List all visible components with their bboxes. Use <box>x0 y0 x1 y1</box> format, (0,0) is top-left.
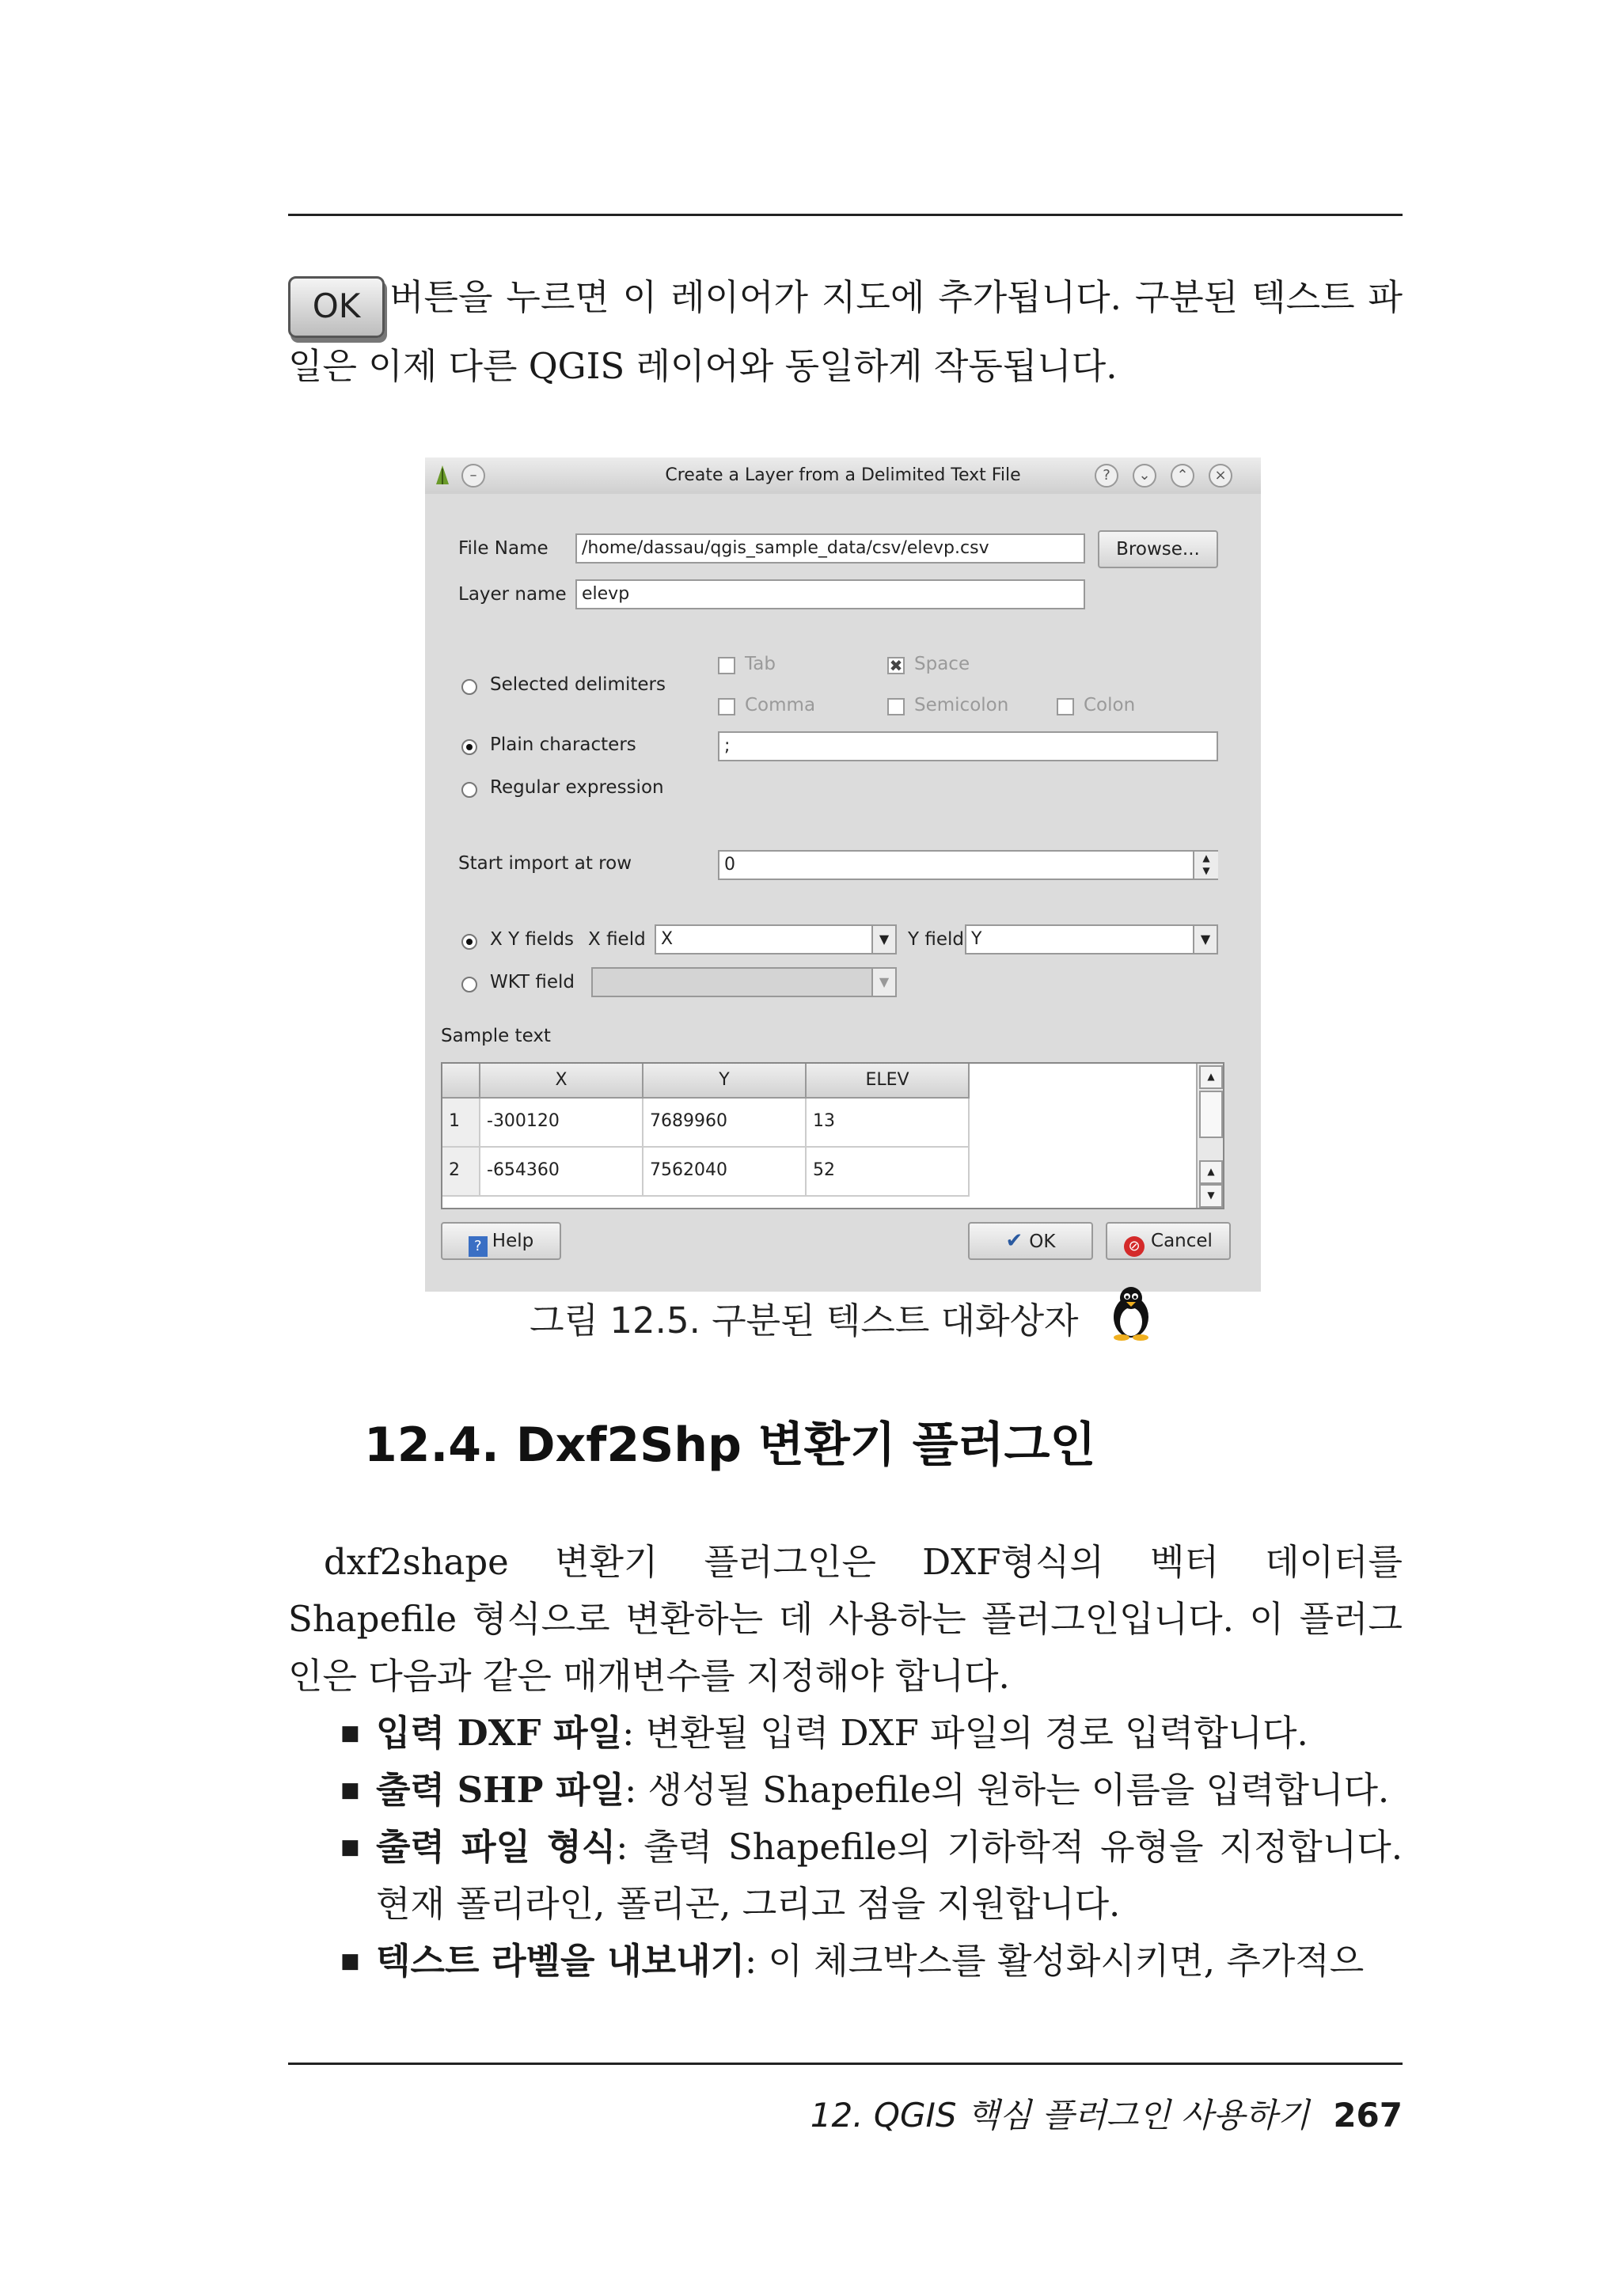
column-header[interactable]: ELEV <box>807 1064 970 1099</box>
row-number: 1 <box>442 1099 480 1148</box>
tab-checkbox[interactable] <box>718 657 735 674</box>
cancel-label: Cancel <box>1151 1231 1213 1251</box>
help-question-icon[interactable]: ? <box>1095 464 1118 488</box>
y-field-select[interactable] <box>965 924 1218 954</box>
start-import-spinbox[interactable]: 0 <box>718 850 1218 880</box>
list-term: 텍스트 라벨을 내보내기 <box>376 1940 746 1982</box>
dialog-titlebar <box>425 457 1261 494</box>
y-field-value: Y <box>971 929 982 949</box>
x-field-select[interactable] <box>655 924 897 954</box>
scroll-up-icon[interactable]: ▲ <box>1199 1065 1223 1089</box>
xy-fields-label: X Y fields <box>490 929 575 950</box>
table-cell: -300120 <box>480 1099 643 1148</box>
column-header[interactable]: X <box>480 1064 643 1099</box>
space-checkbox[interactable]: ✖ <box>887 657 905 674</box>
wkt-field-label: WKT field <box>490 972 575 992</box>
table-cell: 52 <box>807 1148 970 1197</box>
list-item <box>340 1819 1403 1933</box>
chevron-down-icon[interactable]: ▼ <box>871 926 895 953</box>
ok-key-image: OK <box>288 276 385 338</box>
sample-table <box>441 1062 1224 1209</box>
plain-characters-input[interactable]: ; <box>718 731 1218 761</box>
ok-label: OK <box>1029 1231 1056 1252</box>
list-item <box>340 1762 1403 1819</box>
window-menu-icon[interactable]: – <box>461 464 485 488</box>
row-number: 2 <box>442 1148 480 1197</box>
semicolon-label: Semicolon <box>914 695 1009 715</box>
page-footer <box>288 2089 1403 2137</box>
list-term: 입력 DXF 파일 <box>376 1712 623 1754</box>
xy-fields-radio[interactable] <box>461 934 477 950</box>
table-cell: -654360 <box>480 1148 643 1197</box>
figure-caption <box>425 1284 1261 1349</box>
list-desc: : 이 체크박스를 활성화시키면, 추가적으 <box>745 1940 1365 1982</box>
semicolon-checkbox[interactable] <box>887 698 905 715</box>
chevron-down-icon[interactable]: ▼ <box>1193 926 1217 953</box>
colon-checkbox[interactable] <box>1057 698 1074 715</box>
table-scrollbar[interactable] <box>1196 1064 1223 1208</box>
intro-text: 버튼을 누르면 이 레이어가 지도에 추가됩니다. 구분된 텍스트 파일은 이제 다른 QGIS 레이어와 동일하게 작동됩니다. <box>288 276 1403 387</box>
dialog-title: Create a Layer from a Delimited Text File <box>665 465 1021 485</box>
list-desc: : 출력 Shapefile의 기하학적 유형을 지정합니다. 현재 폴리라인, 폴리곤, 그리고 점을 지원합니다. <box>376 1826 1403 1925</box>
maximize-icon[interactable]: ⌃ <box>1171 464 1194 488</box>
ok-button[interactable] <box>968 1222 1093 1260</box>
spinbox-arrows-icon[interactable]: ▲ ▼ <box>1193 852 1218 879</box>
table-cell: 13 <box>807 1099 970 1148</box>
plain-characters-label: Plain characters <box>490 734 636 755</box>
tab-label: Tab <box>745 654 776 674</box>
help-label: Help <box>492 1231 534 1251</box>
sample-text-label: Sample text <box>441 1026 551 1046</box>
body-paragraph: dxf2shape 변환기 플러그인은 DXF형식의 벡터 데이터를 Shapefile 형식으로 변환하는 데 사용하는 플러그인입니다. 이 플러그인은 다음과 같은 매개변수를 지정해야 합니다. <box>288 1541 1403 1697</box>
scroll-down-icon[interactable]: ▼ <box>1199 1184 1223 1208</box>
comma-checkbox[interactable] <box>718 698 735 715</box>
plain-characters-radio[interactable] <box>461 739 477 755</box>
file-name-label: File Name <box>458 538 549 559</box>
list-item <box>340 1933 1403 1990</box>
wkt-field-select[interactable] <box>591 967 897 997</box>
help-book-icon: ? <box>469 1236 488 1257</box>
selected-delimiters-radio[interactable] <box>461 679 477 695</box>
layer-name-label: Layer name <box>458 584 567 605</box>
space-label: Space <box>914 654 970 674</box>
minimize-icon[interactable]: ⌄ <box>1133 464 1156 488</box>
scroll-up-icon[interactable]: ▲ <box>1199 1160 1223 1184</box>
layer-name-input[interactable]: elevp <box>575 579 1085 609</box>
footer-rule <box>288 2063 1403 2065</box>
chapter-title: 12. QGIS 핵심 플러그인 사용하기 <box>810 2096 1310 2135</box>
delimited-text-dialog <box>425 457 1261 1292</box>
regular-expression-label: Regular expression <box>490 777 664 798</box>
wkt-field-radio[interactable] <box>461 977 477 992</box>
section-heading: 12.4. Dxf2Shp 변환기 플러그인 <box>364 1417 1096 1473</box>
x-field-value: X <box>661 929 674 949</box>
x-field-label: X field <box>588 929 646 950</box>
selected-delimiters-label: Selected delimiters <box>490 674 666 695</box>
intro-paragraph <box>288 269 1403 395</box>
chevron-down-icon[interactable]: ▼ <box>871 969 895 996</box>
list-desc: : 변환될 입력 DXF 파일의 경로 입력합니다. <box>622 1712 1308 1754</box>
table-corner <box>442 1064 480 1099</box>
tux-penguin-icon <box>1106 1284 1156 1349</box>
scroll-thumb[interactable] <box>1199 1091 1223 1138</box>
checkmark-icon: ✔ <box>1005 1229 1023 1253</box>
colon-label: Colon <box>1084 695 1136 715</box>
list-term: 출력 SHP 파일 <box>376 1769 625 1811</box>
browse-button[interactable]: Browse... <box>1098 530 1218 568</box>
list-desc: : 생성될 Shapefile의 원하는 이름을 입력합니다. <box>624 1769 1390 1811</box>
parameter-list <box>340 1705 1403 1990</box>
start-import-label: Start import at row <box>458 853 632 874</box>
list-term: 출력 파일 형식 <box>376 1826 617 1868</box>
header-rule <box>288 214 1403 216</box>
cancel-button[interactable] <box>1106 1222 1231 1260</box>
help-button[interactable] <box>441 1222 561 1260</box>
list-item <box>340 1705 1403 1762</box>
page-number: 267 <box>1333 2096 1403 2135</box>
comma-label: Comma <box>745 695 816 715</box>
caption-text: 그림 12.5. 구분된 텍스트 대화상자 <box>530 1300 1079 1342</box>
file-name-input[interactable]: /home/dassau/qgis_sample_data/csv/elevp.csv <box>575 533 1085 564</box>
table-cell: 7689960 <box>643 1099 807 1148</box>
cancel-icon: ⊘ <box>1124 1236 1145 1257</box>
table-cell: 7562040 <box>643 1148 807 1197</box>
regular-expression-radio[interactable] <box>461 782 477 798</box>
y-field-label: Y field <box>908 929 964 950</box>
column-header[interactable]: Y <box>643 1064 807 1099</box>
close-icon[interactable]: × <box>1209 464 1232 488</box>
